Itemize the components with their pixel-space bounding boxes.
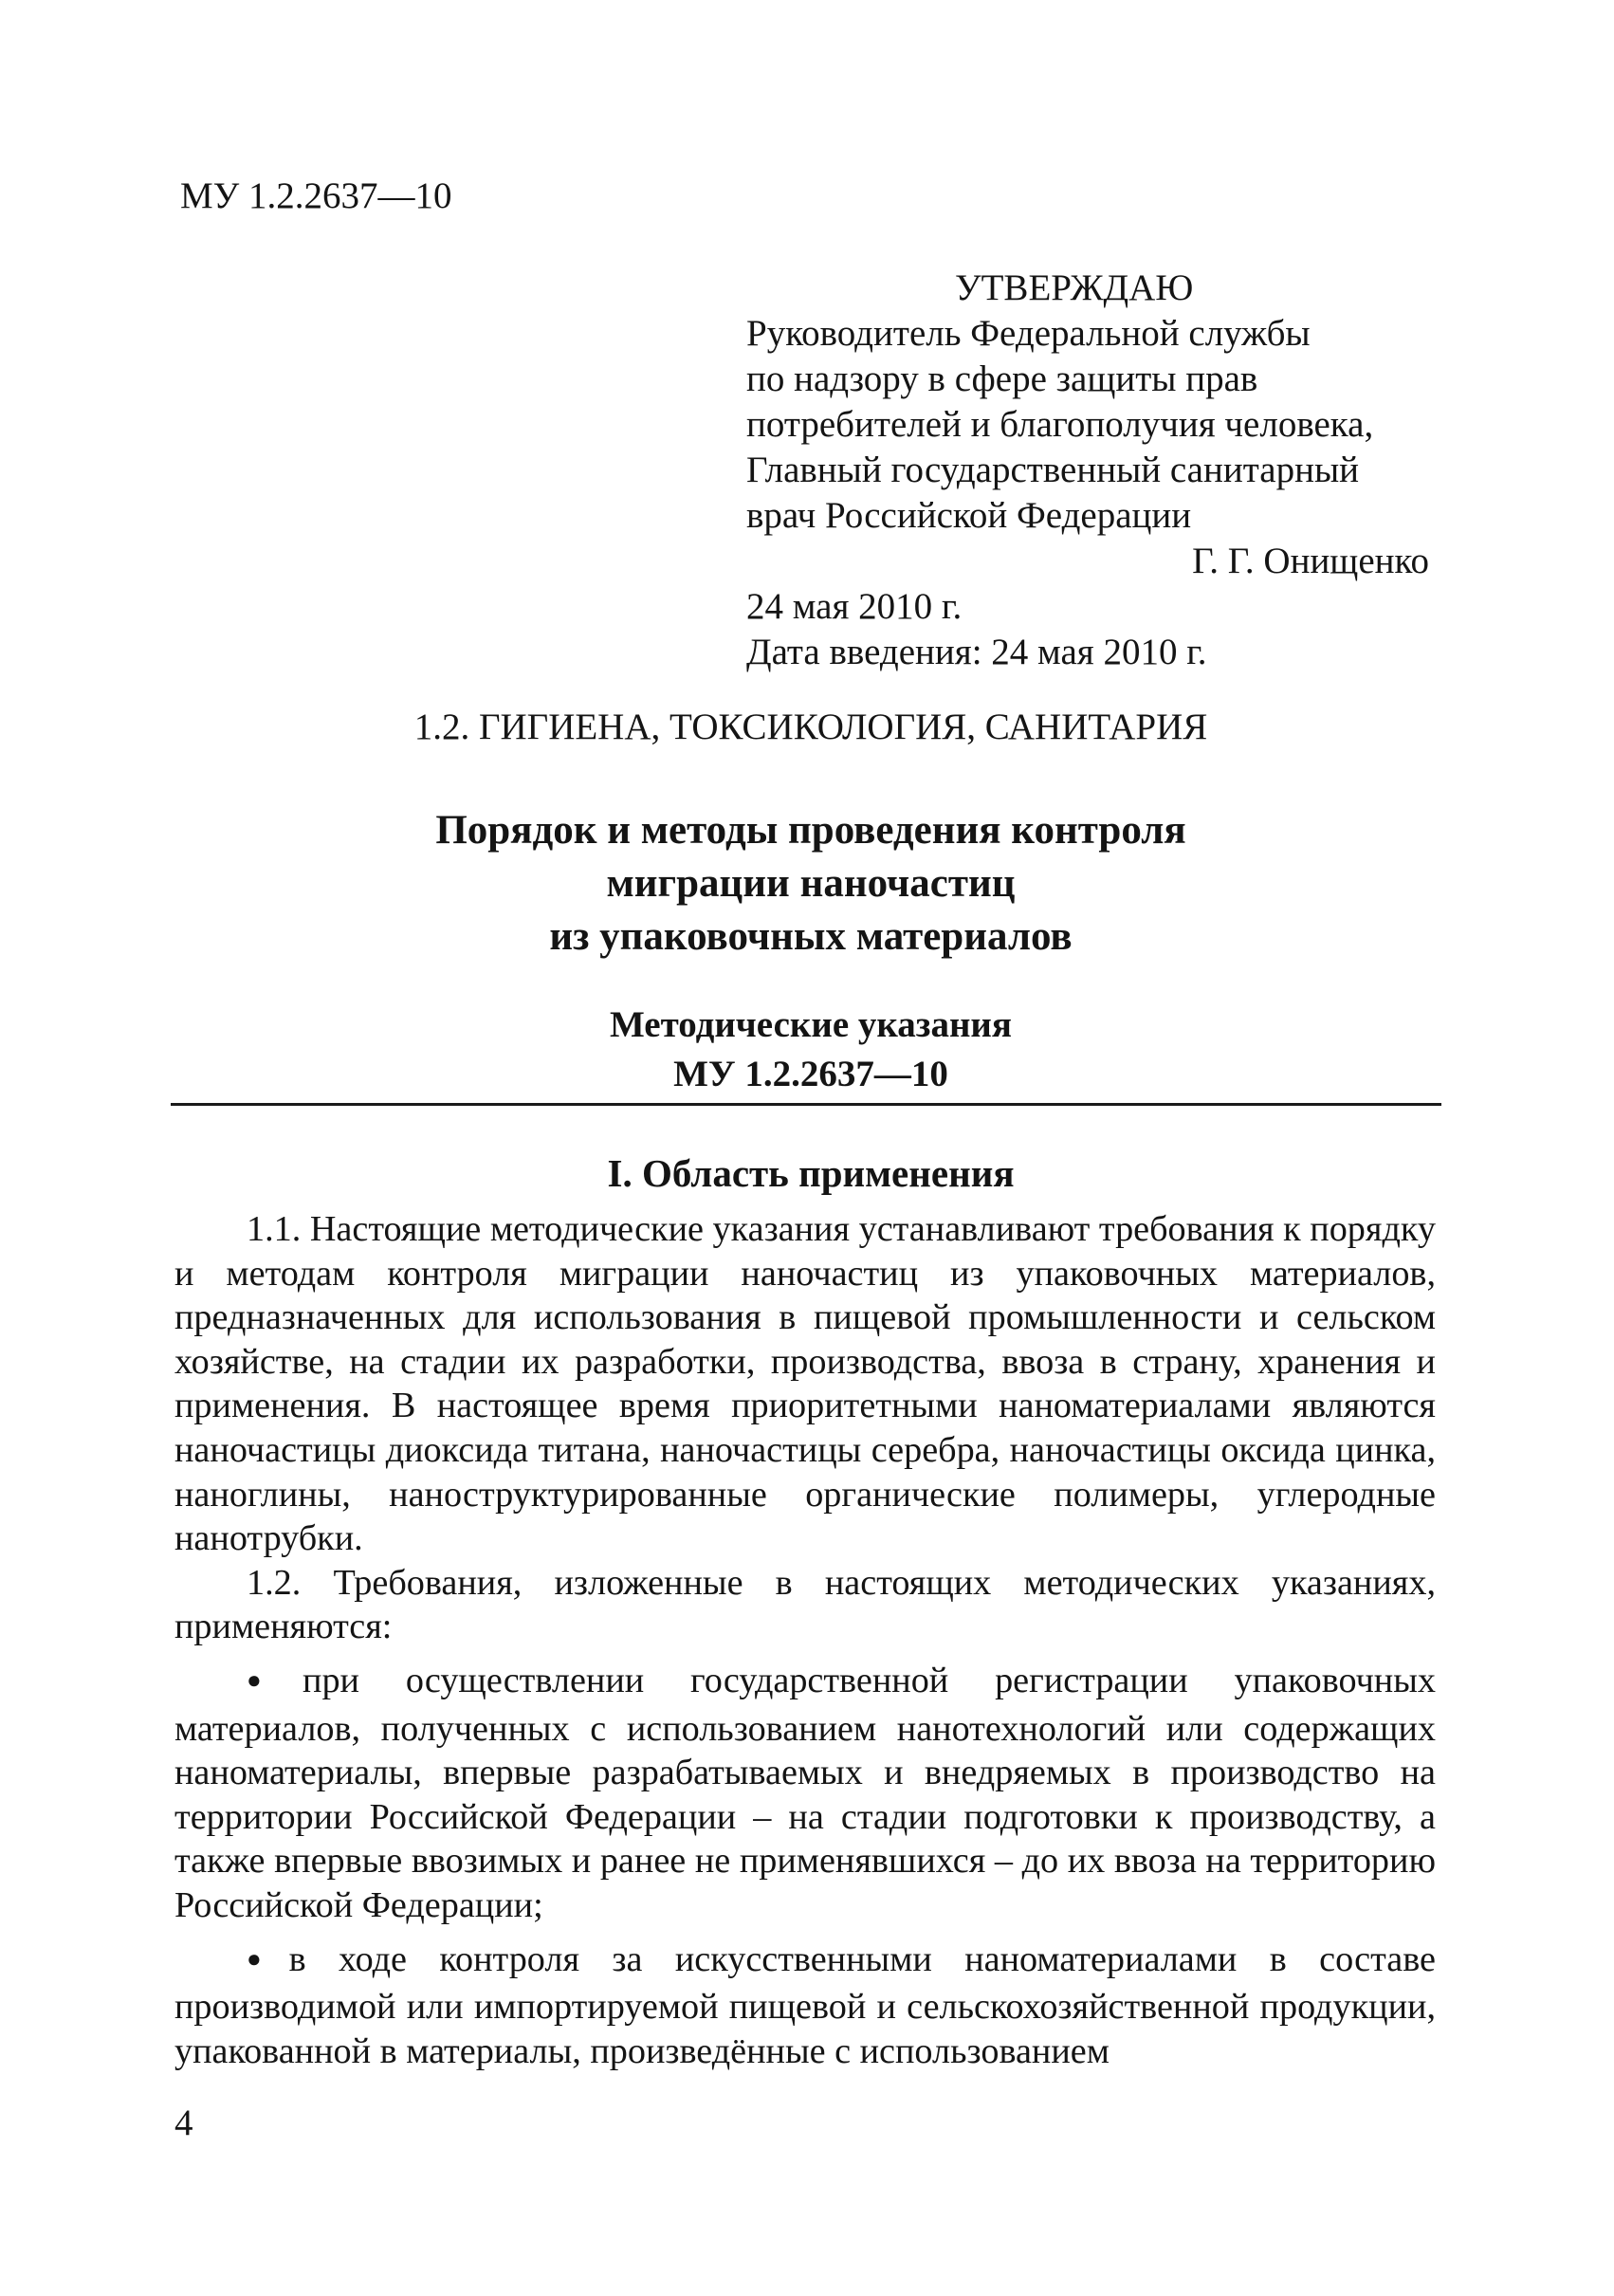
approval-heading: УТВЕРЖДАЮ xyxy=(955,267,1194,308)
paragraph: 1.1. Настоящие методические указания устанавливают требования к порядку и методам контроля миграции наночастиц из упаковочных материалов, предназначенных для использования в пищевой промышленности и сельском хозяйстве, на стадии их разработки, производства, ввоза в страну, хранения и применения. В настоящее время приоритетными наноматериалами являются наночастицы диоксида титана, наночастицы серебра, наночастицы оксида цинка, наноглины, наноструктурированные органические полимеры, углеродные нанотрубки. xyxy=(174,1209,1436,1559)
approval-line: врач Российской Федерации xyxy=(746,495,1192,536)
title-line: миграции наночастиц xyxy=(606,861,1016,906)
paragraph: 1.2. Требования, изложенные в настоящих методических указаниях, применяются: xyxy=(174,1562,1436,1647)
bullet-text: при осуществлении государственной регистрации упаковочных материалов, полученных с использованием нанотехнологий или содержащих наноматериалы, впервые разрабатываемых и внедряемых в производство на территории Российской Федерации – на стадии подготовки к производству, а также впервые ввозимых и ранее не применявшихся – до их ввоза на территорию Российской Федерации; xyxy=(174,1660,1436,1925)
section-code: 1.2. ГИГИЕНА, ТОКСИКОЛОГИЯ, САНИТАРИЯ xyxy=(413,707,1208,747)
document-code: МУ 1.2.2637—10 xyxy=(180,175,452,216)
approval-block xyxy=(746,266,1429,675)
body-text xyxy=(174,1207,1436,2073)
approval-line: Руководитель Федеральной службы xyxy=(746,313,1311,354)
title-line: Порядок и методы проведения контроля xyxy=(435,808,1186,853)
bullet-item xyxy=(174,1938,1436,2074)
approval-line: потребителей и благополучия человека, xyxy=(746,404,1374,445)
subtitle-line: МУ 1.2.2637—10 xyxy=(673,1054,948,1094)
section-heading: I. Область применения xyxy=(607,1151,1015,1195)
approval-signatory: Г. Г. Онищенко xyxy=(1192,541,1429,581)
bullet-icon: ● xyxy=(247,1944,285,1973)
horizontal-rule xyxy=(171,1103,1441,1106)
bullet-icon: ● xyxy=(247,1665,300,1694)
bullet-text: в ходе контроля за искусственными наноматериалами в составе производимой или импортируемой пищевой и сельскохозяйственной продукции, упакованной в материалы, произведённые с использованием xyxy=(174,1938,1436,2071)
title-line: из упаковочных материалов xyxy=(549,914,1073,959)
page-number: 4 xyxy=(174,2103,193,2143)
document-subtitle xyxy=(180,1001,1441,1099)
document-title xyxy=(180,804,1441,964)
subtitle-line: Методические указания xyxy=(609,1004,1012,1045)
bullet-item xyxy=(174,1659,1436,1928)
effective-date: Дата введения: 24 мая 2010 г. xyxy=(746,632,1207,672)
approval-line: по надзору в сфере защиты прав xyxy=(746,358,1258,399)
approval-date: 24 мая 2010 г. xyxy=(746,586,963,627)
approval-line: Главный государственный санитарный xyxy=(746,450,1360,490)
